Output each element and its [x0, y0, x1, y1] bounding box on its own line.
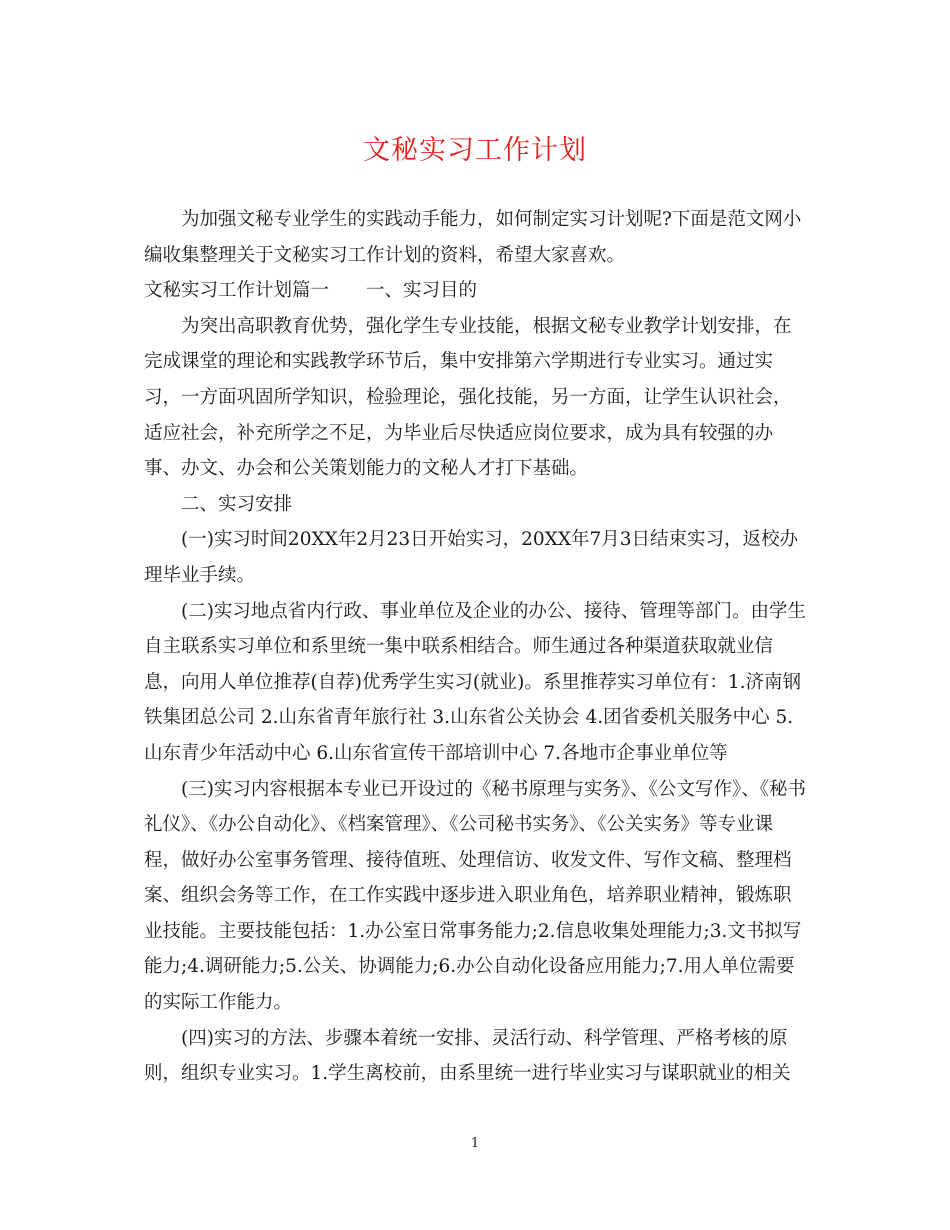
section-heading: 文秘实习工作计划篇一 一、实习目的 [144, 280, 478, 302]
document-body [144, 202, 806, 1092]
purpose-paragraph: 为突出高职教育优势，强化学生专业技能，根据文秘专业教学计划安排，在完成课堂的理论和实践教学环节后，集中安排第六学期进行专业实习。通过实习，一方面巩固所学知识，检验理论，强化技能，另一方面，让学生认识社会，适应社会，补充所学之不足，为毕业后尽快适应岗位要求，成为具有较强的办事、办文、办会和公关策划能力的文秘人才打下基础。 [144, 315, 792, 480]
page-number: 1 [470, 1136, 480, 1151]
intro-paragraph: 为加强文秘专业学生的实践动手能力，如何制定实习计划呢?下面是范文网小编收集整理关于文秘实习工作计划的资料，希望大家喜欢。 [144, 209, 802, 266]
arrangement-heading: 二、实习安排 [181, 493, 293, 515]
item-time-paragraph: (一)实习时间20XX年2月23日开始实习，20XX年7月3日结束实习，返校办理毕业手续。 [144, 529, 799, 586]
item-method-paragraph: (四)实习的方法、步骤本着统一安排、灵活行动、科学管理、严格考核的原则，组织专业实习。1.学生离校前，由系里统一进行毕业实习与谋职就业的相关 [144, 1027, 791, 1085]
item-content-paragraph: (三)实习内容根据本专业已开设过的《秘书原理与实务》、《公文写作》、《秘书礼仪》、《办公自动化》、《档案管理》、《公司秘书实务》、《公关实务》等专业课程，做好办公室事务管理、接待值班、处理信访、收发文件、写作文稿、整理档案、组织会务等工作，在工作实践中逐步进入职业角色，培养职业精神，锻炼职业技能。主要技能包括：1.办公室日常事务能力;2.信息收集处理能力;3.文书拟写能力;4.调研能力;5.公关、协调能力;6.办公自动化设备应用能力;7.用人单位需要的实际工作能力。 [144, 778, 806, 1014]
document-title: 文秘实习工作计划 [363, 135, 587, 166]
item-location-paragraph: (二)实习地点省内行政、事业单位及企业的办公、接待、管理等部门。由学生自主联系实习单位和系里统一集中联系相结合。师生通过各种渠道获取就业信息，向用人单位推荐(自荐)优秀学生实习(就业)。系里推荐实习单位有：1.济南钢铁集团总公司 2.山东省青年旅行社 3.山东省公关协会 4.团省委机关服务中心 5.山东青少年活动中心 6.山东省宣传干部培训中心 7.各地市企事业单位等 [144, 600, 806, 764]
